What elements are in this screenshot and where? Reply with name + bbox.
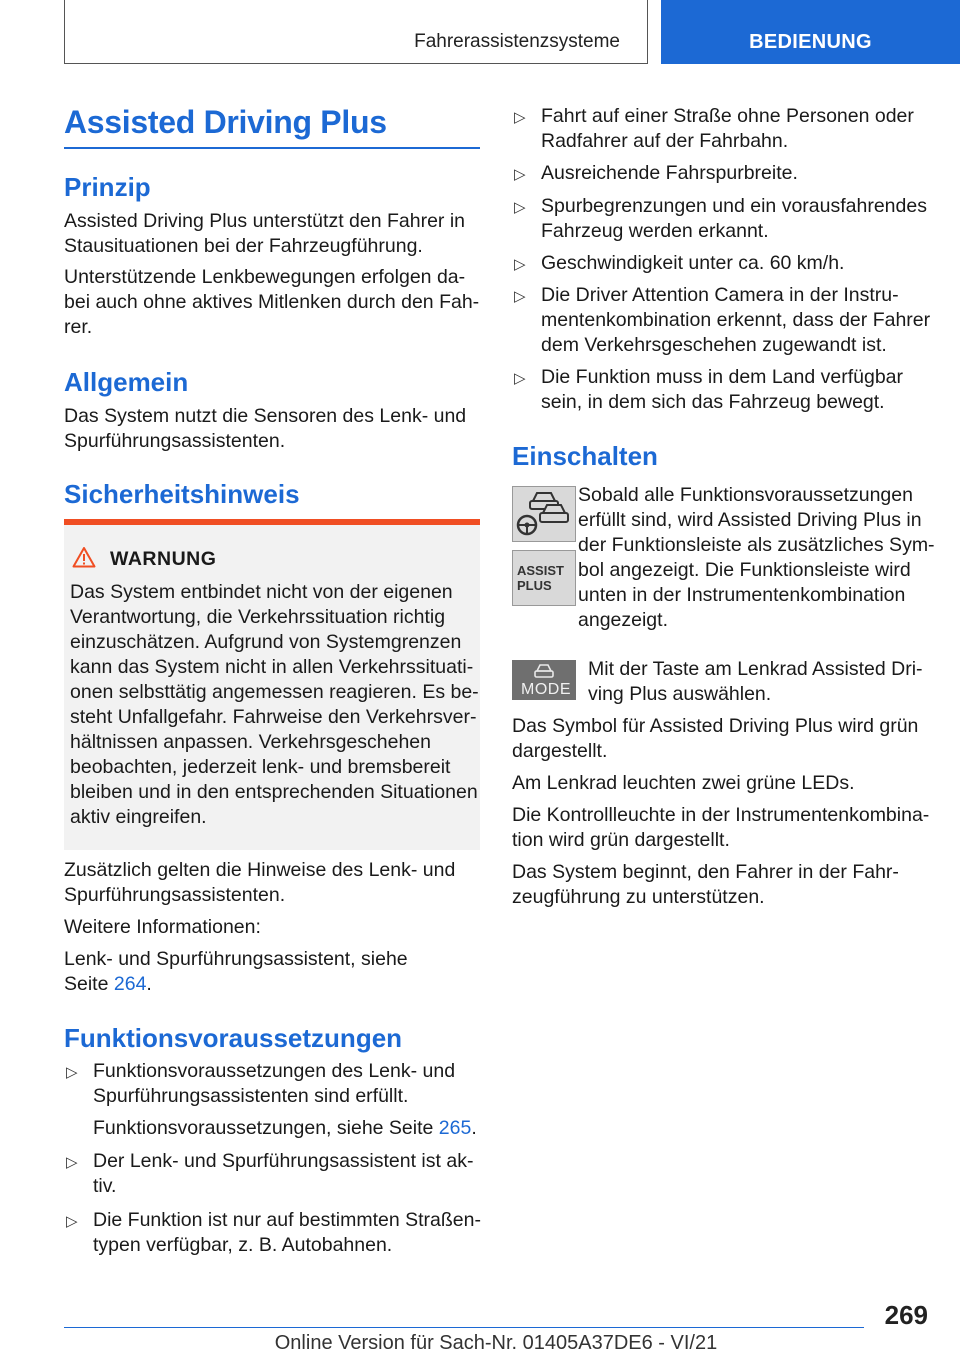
text-line bbox=[64, 972, 408, 997]
heading-sicherheitshinweis: Sicherheitshinweis bbox=[64, 479, 300, 509]
list-item: Geschwindigkeit unter ca. 60 km/h. bbox=[541, 252, 845, 274]
text-line: Verantwortung, die Verkehrssituation richtig bbox=[70, 606, 446, 628]
text-span: Funktionsvoraussetzungen, siehe Seite bbox=[93, 1117, 439, 1139]
text-line: ving Plus auswählen. bbox=[588, 683, 772, 705]
assist-plus-icon bbox=[512, 550, 576, 606]
text-line: Zusätzlich gelten die Hinweise des Lenk- und bbox=[64, 859, 456, 881]
heading-prinzip: Prinzip bbox=[64, 172, 151, 202]
text-line: Die Kontrollleuchte in der Instrumentenkombina- bbox=[512, 804, 930, 826]
header-section-title: Fahrerassistenzsysteme bbox=[414, 31, 620, 52]
list-item-sub bbox=[93, 1116, 477, 1141]
text-line: typen verfügbar, z. B. Autobahnen. bbox=[93, 1234, 393, 1256]
heading-allgemein: Allgemein bbox=[64, 367, 189, 397]
bullet-triangle-icon: ▷ bbox=[514, 370, 526, 387]
text-line: bei auch ohne aktives Mitlenken durch den Fah- bbox=[64, 291, 480, 313]
heading-funktionsvoraussetzungen: Funktionsvoraussetzungen bbox=[64, 1023, 403, 1053]
text-line: Das System nutzt die Sensoren des Lenk- und bbox=[64, 405, 467, 427]
warning-text bbox=[70, 580, 479, 830]
text-line: Spurführungsassistenten. bbox=[64, 430, 286, 452]
text-line: hältnissen anpassen. Verkehrsgeschehen bbox=[70, 731, 431, 753]
page-title: Assisted Driving Plus bbox=[64, 104, 387, 140]
text-span: . bbox=[146, 973, 152, 995]
bullet-triangle-icon: ▷ bbox=[514, 256, 526, 273]
text-line: angezeigt. bbox=[578, 609, 668, 631]
text-line: Stausituationen bei der Fahrzeugführung. bbox=[64, 235, 423, 257]
text-line: kann das System nicht in allen Verkehrssituati- bbox=[70, 656, 474, 678]
text-line: Fahrt auf einer Straße ohne Personen oder bbox=[541, 105, 914, 127]
bullet-triangle-icon: ▷ bbox=[514, 166, 526, 183]
list-item bbox=[541, 365, 903, 415]
text-line: rer. bbox=[64, 316, 93, 338]
additional-notes-para bbox=[64, 858, 455, 908]
prinzip-para-2 bbox=[64, 265, 479, 340]
list-item bbox=[541, 104, 914, 154]
assisted-driving-symbol-icon bbox=[512, 486, 576, 542]
text-line: Das System entbindet nicht von der eigenen bbox=[70, 581, 453, 603]
einschalten-para-3 bbox=[512, 714, 918, 764]
further-info-label: Weitere Informationen: bbox=[64, 916, 261, 938]
text-line: Die Driver Attention Camera in der Instru- bbox=[541, 284, 899, 306]
footer-rule bbox=[64, 1327, 864, 1328]
text-line: Unterstützende Lenkbewegungen erfolgen da- bbox=[64, 266, 466, 288]
allgemein-para bbox=[64, 404, 466, 454]
einschalten-para-1 bbox=[578, 483, 935, 633]
list-item: Ausreichende Fahrspurbreite. bbox=[541, 162, 798, 184]
text-line: Fahrzeug werden erkannt. bbox=[541, 220, 769, 242]
text-line: Die Funktion muss in dem Land verfügbar bbox=[541, 366, 904, 388]
bullet-triangle-icon: ▷ bbox=[514, 288, 526, 305]
einschalten-para-4: Am Lenkrad leuchten zwei grüne LEDs. bbox=[512, 772, 855, 794]
bullet-triangle-icon: ▷ bbox=[66, 1213, 78, 1230]
page-number: 269 bbox=[884, 1300, 928, 1330]
text-line: Mit der Taste am Lenkrad Assisted Dri- bbox=[588, 658, 923, 680]
page-link-265[interactable]: 265 bbox=[438, 1117, 472, 1139]
warning-triangle-icon bbox=[72, 546, 96, 568]
warning-label: WARNUNG bbox=[110, 548, 217, 570]
text-line: beobachten, jederzeit lenk- und bremsbereit bbox=[70, 756, 451, 778]
text-line: Spurführungsassistenten. bbox=[64, 884, 286, 906]
text-line: Das Symbol für Assisted Driving Plus wird grün bbox=[512, 715, 919, 737]
prinzip-para-1 bbox=[64, 209, 465, 259]
text-span: Seite bbox=[64, 973, 114, 995]
text-line: onen selbsttätig angemessen reagieren. Es be- bbox=[70, 681, 479, 703]
text-line: Die Funktion ist nur auf bestimmten Straßen- bbox=[93, 1209, 481, 1231]
text-line: tiv. bbox=[93, 1175, 117, 1197]
text-line: dem Verkehrsgeschehen zugewandt ist. bbox=[541, 334, 887, 356]
text-line: einzuschätzen. Aufgrund von Systemgrenzen bbox=[70, 631, 462, 653]
title-rule bbox=[64, 147, 480, 149]
page-link-264[interactable]: 264 bbox=[113, 973, 147, 995]
einschalten-para-5 bbox=[512, 803, 929, 853]
text-line: der Funktionsleiste als zusätzliches Sym- bbox=[578, 534, 935, 556]
mode-button-icon bbox=[512, 660, 576, 700]
text-line: Sobald alle Funktionsvoraussetzungen bbox=[578, 484, 913, 506]
text-line: unten in der Instrumentenkombination bbox=[578, 584, 906, 606]
text-line: Radfahrer auf der Fahrbahn. bbox=[541, 130, 789, 152]
list-item bbox=[541, 194, 927, 244]
bullet-triangle-icon: ▷ bbox=[66, 1064, 78, 1081]
text-span: . bbox=[471, 1117, 477, 1139]
text-line: Funktionsvoraussetzungen des Lenk- und bbox=[93, 1060, 456, 1082]
bullet-triangle-icon: ▷ bbox=[514, 199, 526, 216]
text-line: zeugführung zu unterstützen. bbox=[512, 886, 765, 908]
heading-einschalten: Einschalten bbox=[512, 441, 658, 471]
text-line: ASSIST bbox=[517, 563, 564, 578]
text-line: bol angezeigt. Die Funktionsleiste wird bbox=[578, 559, 911, 581]
list-item bbox=[93, 1208, 481, 1258]
text-line: bleiben und in den entsprechenden Situationen bbox=[70, 781, 478, 803]
text-line: mentenkombination erkennt, dass der Fahrer bbox=[541, 309, 931, 331]
text-line: aktiv eingreifen. bbox=[70, 806, 207, 828]
bullet-triangle-icon: ▷ bbox=[66, 1154, 78, 1171]
footer-text: Online Version für Sach-Nr. 01405A37DE6 - VI/21 bbox=[274, 1332, 718, 1354]
list-item bbox=[541, 283, 930, 358]
header-chapter-tab[interactable]: BEDIENUNG bbox=[661, 0, 960, 64]
text-line: Spurbegrenzungen und ein vorausfahrendes bbox=[541, 195, 927, 217]
reference-para bbox=[64, 947, 408, 997]
text-line: Das System beginnt, den Fahrer in der Fahr- bbox=[512, 861, 899, 883]
mode-label: MODE bbox=[521, 681, 571, 698]
einschalten-para-6 bbox=[512, 860, 899, 910]
text-line: erfüllt sind, wird Assisted Driving Plus in bbox=[578, 509, 922, 531]
assist-plus-label bbox=[517, 563, 564, 593]
text-line: dargestellt. bbox=[512, 740, 608, 762]
list-item bbox=[93, 1059, 455, 1109]
list-item bbox=[93, 1149, 473, 1199]
text-line: PLUS bbox=[517, 578, 552, 593]
text-line: Der Lenk- und Spurführungsassistent ist ak- bbox=[93, 1150, 474, 1172]
text-line: tion wird grün dargestellt. bbox=[512, 829, 730, 851]
text-line: steht Unfallgefahr. Fahrweise den Verkehrsver- bbox=[70, 706, 477, 728]
text-line: Lenk- und Spurführungsassistent, siehe bbox=[64, 948, 408, 970]
text-line: Assisted Driving Plus unterstützt den Fahrer in bbox=[64, 210, 466, 232]
text-line: Spurführungsassistenten sind erfüllt. bbox=[93, 1085, 409, 1107]
bullet-triangle-icon: ▷ bbox=[514, 109, 526, 126]
text-line: sein, in dem sich das Fahrzeug bewegt. bbox=[541, 391, 885, 413]
einschalten-para-2 bbox=[588, 657, 923, 707]
